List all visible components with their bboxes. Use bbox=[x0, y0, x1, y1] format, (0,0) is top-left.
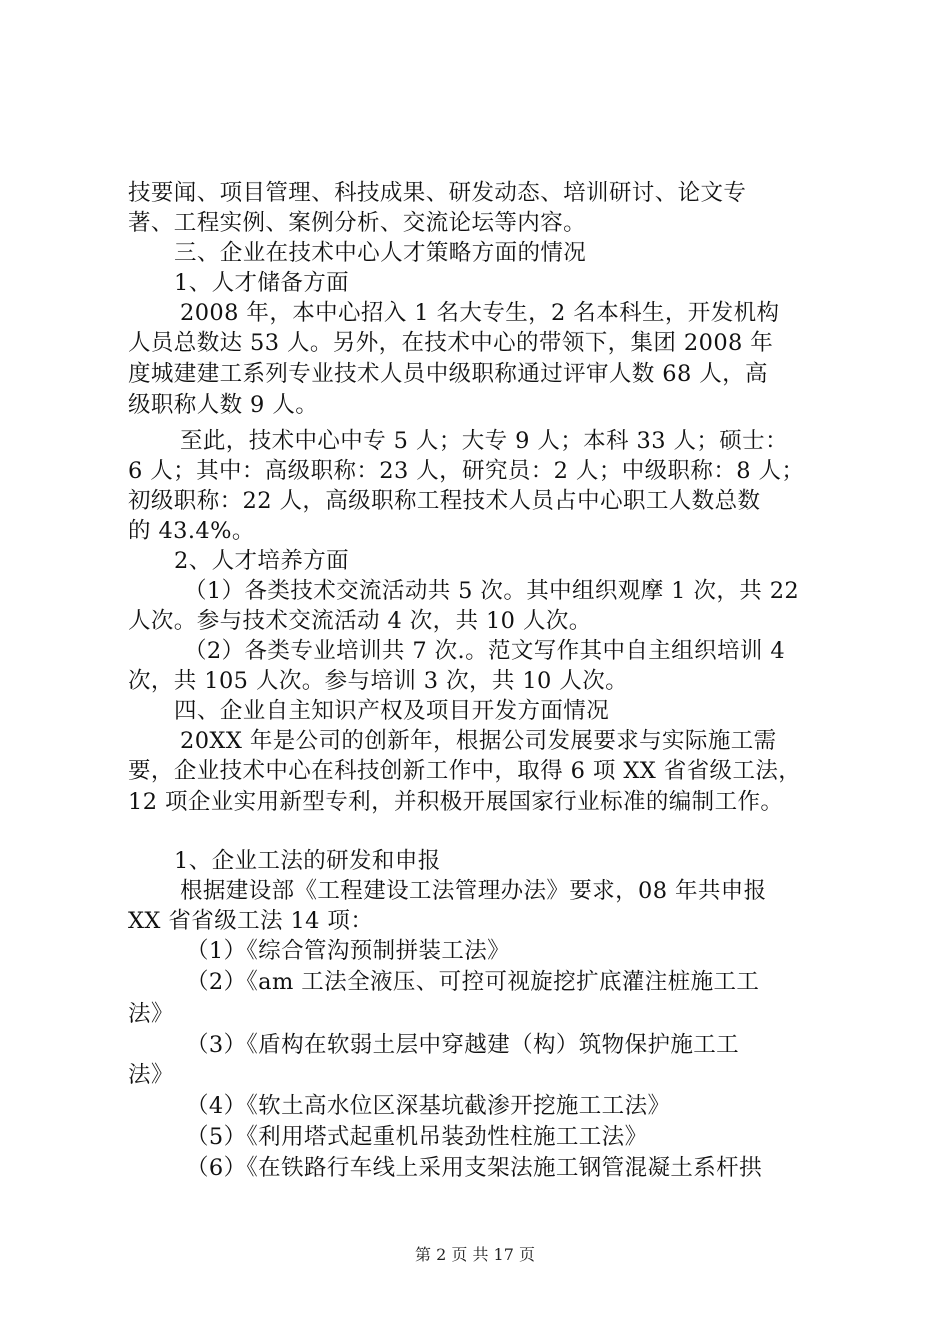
body-line: 初级职称：22 人，高级职称工程技术人员占中心职工人数总数 bbox=[128, 488, 761, 514]
body-line: 要，企业技术中心在科技创新工作中，取得 6 项 XX 省省级工法， bbox=[128, 758, 802, 784]
body-line: 2008 年，本中心招入 1 名大专生，2 名本科生，开发机构 bbox=[180, 300, 780, 326]
body-line: 6 人；其中：高级职称：23 人，研究员：2 人；中级职称：8 人； bbox=[128, 458, 805, 484]
list-item: （2）《am 工法全液压、可控可视旋挖扩底灌注桩施工工 bbox=[186, 969, 760, 995]
body-line: 级职称人数 9 人。 bbox=[128, 392, 319, 418]
body-line: 的 43.4%。 bbox=[128, 518, 255, 544]
body-line: 技要闻、项目管理、科技成果、研发动态、培训研讨、论文专 bbox=[128, 180, 747, 206]
list-item: （1）《综合管沟预制拼装工法》 bbox=[186, 938, 511, 964]
list-item-continuation: 法》 bbox=[128, 1001, 174, 1027]
body-line: （2）各类专业培训共 7 次.。范文写作其中自主组织培训 4 bbox=[184, 638, 786, 664]
page-footer: 第 2 页 共 17 页 bbox=[415, 1245, 535, 1264]
body-line: 12 项企业实用新型专利，并积极开展国家行业标准的编制工作。 bbox=[128, 789, 784, 815]
body-line: 次，共 105 人次。参与培训 3 次，共 10 人次。 bbox=[128, 668, 629, 694]
body-line: 度城建建工系列专业技术人员中级职称通过评审人数 68 人，高 bbox=[128, 361, 768, 387]
subsection-heading: 2、人才培养方面 bbox=[174, 548, 350, 574]
list-item: （4）《软土高水位区深基坑截渗开挖施工工法》 bbox=[186, 1093, 671, 1119]
list-item: （3）《盾构在软弱土层中穿越建（构）筑物保护施工工 bbox=[186, 1032, 740, 1058]
body-line: 根据建设部《工程建设工法管理办法》要求，08 年共申报 bbox=[180, 878, 767, 904]
body-line: 人次。参与技术交流活动 4 次，共 10 人次。 bbox=[128, 608, 592, 634]
subsection-heading: 1、企业工法的研发和申报 bbox=[174, 848, 441, 874]
body-line: 20XX 年是公司的创新年，根据公司发展要求与实际施工需 bbox=[180, 728, 777, 754]
section-heading: 三、企业在技术中心人才策略方面的情况 bbox=[174, 240, 587, 266]
list-item-continuation: 法》 bbox=[128, 1062, 174, 1088]
body-line: XX 省省级工法 14 项： bbox=[128, 908, 374, 934]
section-heading: 四、企业自主知识产权及项目开发方面情况 bbox=[174, 698, 610, 724]
list-item: （5）《利用塔式起重机吊装劲性柱施工工法》 bbox=[186, 1124, 648, 1150]
list-item: （6）《在铁路行车线上采用支架法施工钢管混凝土系杆拱 bbox=[186, 1155, 762, 1181]
body-line: （1）各类技术交流活动共 5 次。其中组织观摩 1 次，共 22 bbox=[184, 578, 800, 604]
body-line: 著、工程实例、案例分析、交流论坛等内容。 bbox=[128, 210, 587, 236]
body-line: 人员总数达 53 人。另外，在技术中心的带领下，集团 2008 年 bbox=[128, 330, 774, 356]
body-line: 至此，技术中心中专 5 人；大专 9 人；本科 33 人；硕士： bbox=[180, 428, 788, 454]
subsection-heading: 1、人才储备方面 bbox=[174, 270, 350, 296]
